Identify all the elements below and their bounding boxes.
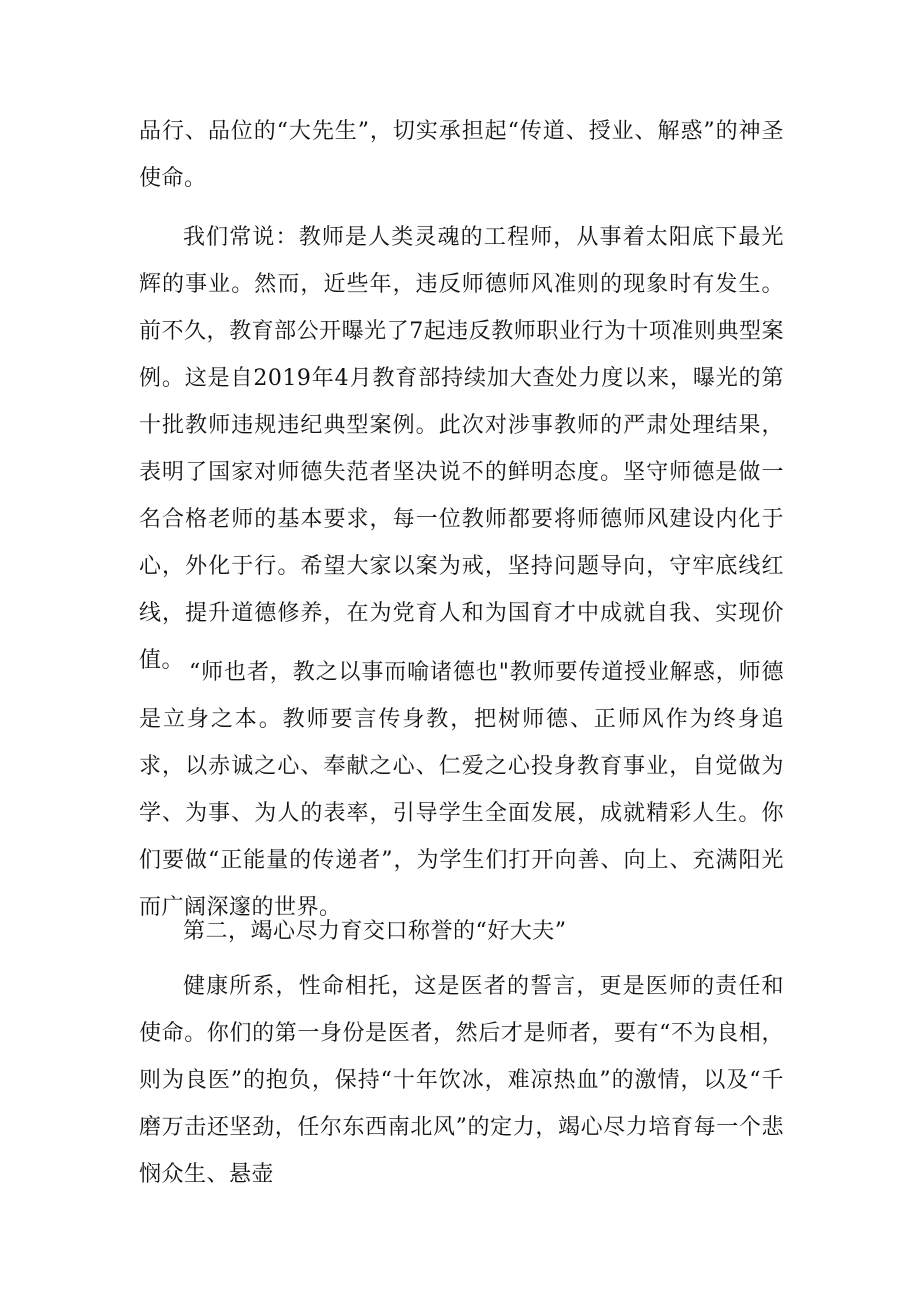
paragraph-1: 品行、品位的“大先生”，切实承担起“传道、授业、解惑”的神圣使命。 [139,119,784,191]
paragraph-4: 健康所系，性命相托，这是医者的誓言，更是医师的责任和使命。你们的第一身份是医者，然后才是师者，要有“不为良相，则为良医”的抱负，保持“十年饮冰，难凉热血”的激情，以及“千磨万击还坚劲，任尔东西南北风”的定力，竭心尽力培育每一个悲悯众生、悬壶 [139,974,784,1187]
section-heading: 第二，竭心尽力育交口称誉的“好大夫” [183,919,567,944]
paragraph-2: 我们常说：教师是人类灵魂的工程师，从事着太阳底下最光辉的事业。然而，近些年，违反师德师风准则的现象时有发生。前不久，教育部公开曝光了7起违反教师职业行为十项准则典型案例。这是自2019年4月教育部持续加大查处力度以来，曝光的第十批教师违规违纪典型案例。此次对涉事教师的严肃处理结果，表明了国家对师德失范者坚决说不的鲜明态度。坚守师德是做一名合格老师的基本要求，每一位教师都要将师德师风建设内化于心，外化于行。希望大家以案为戒，坚持问题导向，守牢底线红线，提升道德修养，在为党育人和为国育才中成就自我、实现价值。 [139,225,784,673]
paragraph-3: “师也者，教之以事而喻诸德也"教师要传道授业解惑，师德是立身之本。教师要言传身教，把树师德、正师风作为终身追求，以赤诚之心、奉献之心、仁爱之心投身教育事业，自觉做为学、为事、为人的表率，引导学生全面发展，成就精彩人生。你们要做“正能量的传递者”，为学生们打开向善、向上、充满阳光而广阔深邃的世界。 [139,660,784,920]
